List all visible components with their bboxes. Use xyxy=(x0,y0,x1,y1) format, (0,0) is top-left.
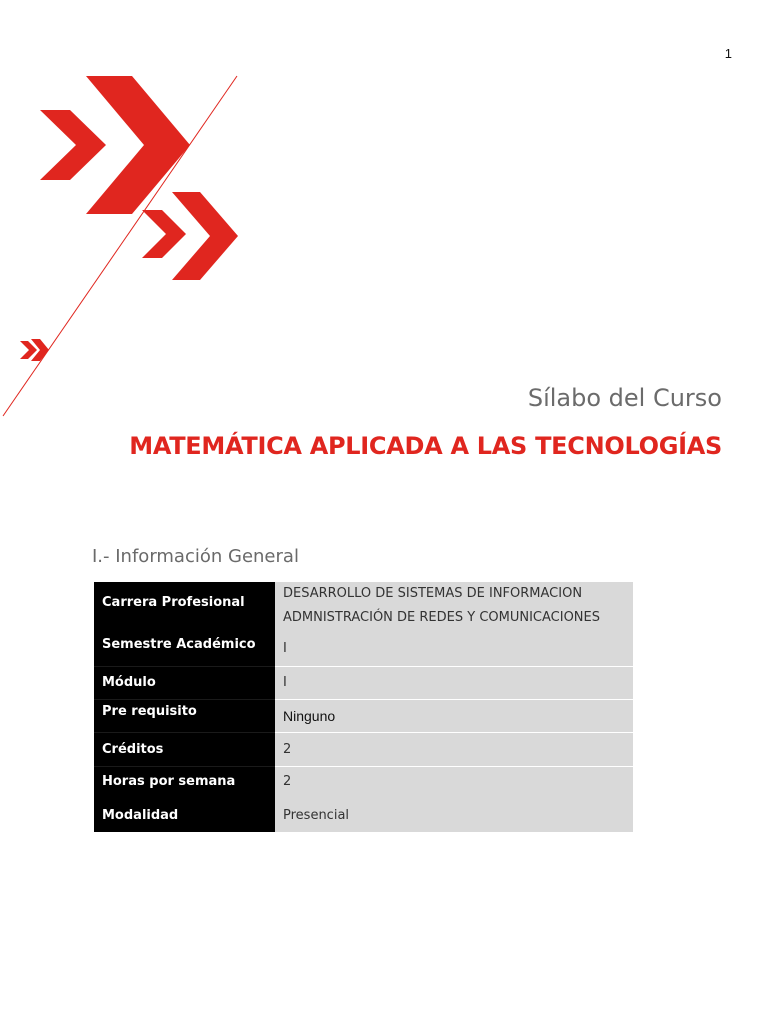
general-info-table xyxy=(94,582,633,832)
label-credits: Créditos xyxy=(94,732,275,766)
table-row xyxy=(94,699,633,732)
value-module: I xyxy=(275,666,633,699)
value-career-1: DESARROLLO DE SISTEMAS DE INFORMACION xyxy=(283,585,583,601)
value-prerequisite: Ninguno xyxy=(275,699,633,732)
label-hours: Horas por semana xyxy=(102,774,236,790)
value-modality: Presencial xyxy=(283,808,350,824)
label-career: Carrera Profesional xyxy=(102,594,245,610)
value-semester: I xyxy=(283,640,287,656)
value-hours: 2 xyxy=(283,774,292,790)
label-semester: Semestre Académico xyxy=(102,636,256,652)
value-credits: 2 xyxy=(275,732,633,766)
row-value xyxy=(275,582,633,666)
row-label xyxy=(94,582,275,666)
page-number: 1 xyxy=(724,46,732,61)
red-chevron-arrows-logo xyxy=(0,0,250,430)
row-value xyxy=(275,766,633,832)
document-subtitle: Sílabo del Curso xyxy=(527,384,722,412)
label-module: Módulo xyxy=(94,666,275,699)
section-heading: I.- Información General xyxy=(92,546,299,567)
row-label xyxy=(94,766,275,832)
course-title: MATEMÁTICA APLICADA A LAS TECNOLOGÍAS xyxy=(129,432,722,460)
table-row xyxy=(94,732,633,766)
table-row xyxy=(94,582,633,666)
label-modality: Modalidad xyxy=(102,808,179,824)
chevron-small-left xyxy=(20,341,37,359)
value-career-2: ADMNISTRACIÓN DE REDES Y COMUNICACIONES xyxy=(283,609,601,625)
chevron-medium-left xyxy=(40,110,106,180)
table-row xyxy=(94,666,633,699)
table-row xyxy=(94,766,633,832)
label-prerequisite: Pre requisito xyxy=(94,699,275,732)
chevron-medium-right xyxy=(142,210,186,258)
